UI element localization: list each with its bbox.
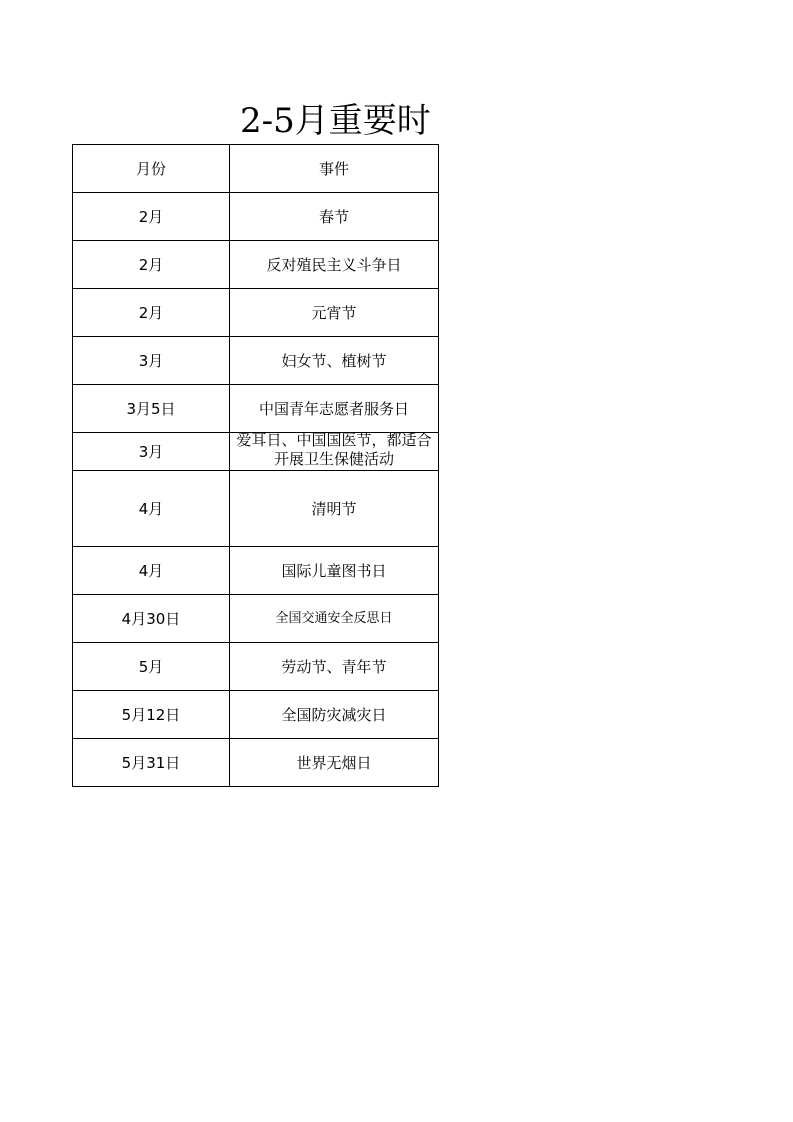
month-cell: 3月: [73, 433, 230, 471]
month-cell: 3月: [73, 337, 230, 385]
month-cell: 3月5日: [73, 385, 230, 433]
month-cell: 4月30日: [73, 595, 230, 643]
month-cell: 5月: [73, 643, 230, 691]
month-cell: 5月31日: [73, 739, 230, 787]
table-row: [73, 241, 439, 289]
month-cell: 4月: [73, 471, 230, 547]
table-row: [73, 289, 439, 337]
events-table: [72, 144, 439, 787]
table-row: [73, 595, 439, 643]
event-cell: 世界无烟日: [230, 739, 439, 787]
event-text: 爱耳日、中国国医节，都适合开展卫生保健活动: [236, 430, 432, 468]
event-cell: 国际儿童图书日: [230, 547, 439, 595]
month-cell: 2月: [73, 241, 230, 289]
table-row: [73, 739, 439, 787]
title-area: [72, 96, 438, 144]
event-cell: 妇女节、植树节: [230, 337, 439, 385]
month-cell: 2月: [73, 193, 230, 241]
table-header-row: [73, 145, 439, 193]
table-row: [73, 691, 439, 739]
event-cell: 全国交通安全反思日: [230, 595, 439, 643]
table-row: [73, 643, 439, 691]
event-cell: 元宵节: [230, 289, 439, 337]
event-cell: 全国防灾减灾日: [230, 691, 439, 739]
table-row: [73, 193, 439, 241]
page-title: 2-5月重要时: [240, 101, 431, 141]
event-cell: 中国青年志愿者服务日: [230, 385, 439, 433]
month-cell: 5月12日: [73, 691, 230, 739]
month-cell: 2月: [73, 289, 230, 337]
event-cell: 劳动节、青年节: [230, 643, 439, 691]
event-cell: 春节: [230, 193, 439, 241]
event-cell: 反对殖民主义斗争日: [230, 241, 439, 289]
event-cell: 清明节: [230, 471, 439, 547]
table-row: [73, 547, 439, 595]
month-cell: 4月: [73, 547, 230, 595]
table-row: [73, 471, 439, 547]
event-cell: [230, 430, 439, 471]
table-row: [73, 385, 439, 433]
table-row: [73, 337, 439, 385]
table-row: [73, 433, 439, 471]
header-event: 事件: [230, 145, 439, 193]
header-month: 月份: [73, 145, 230, 193]
